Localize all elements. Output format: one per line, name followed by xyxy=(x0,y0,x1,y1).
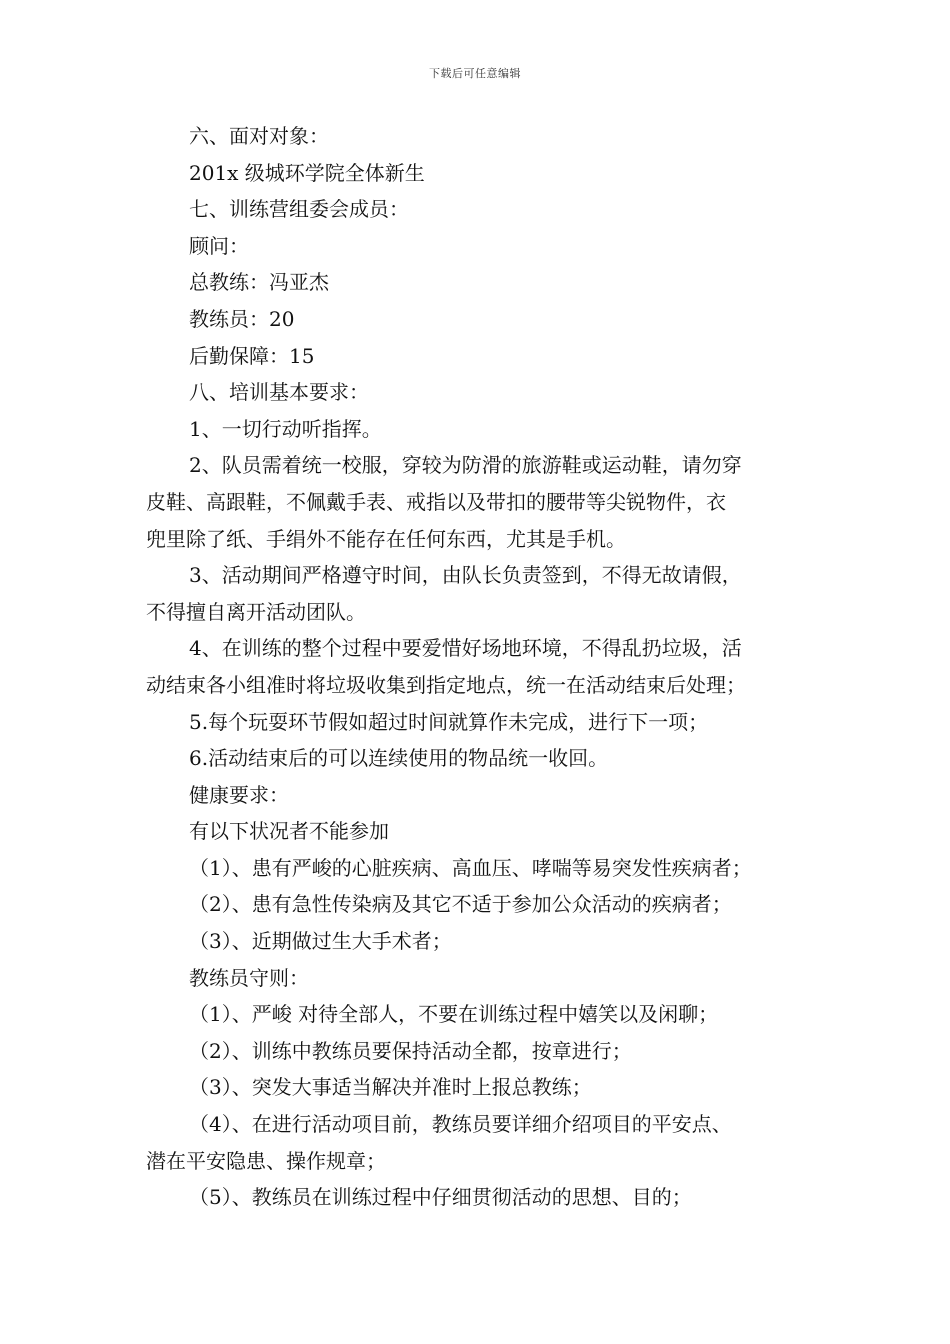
list-item-continuation: 动结束各小组准时将垃圾收集到指定地点，统一在活动结束后处理； xyxy=(146,672,746,697)
list-item: 4、在训练的整个过程中要爱惜好场地环境，不得乱扔垃圾，活 xyxy=(189,636,742,661)
list-item: （2）、患有急性传染病及其它不适于参加公众活动的疾病者； xyxy=(189,892,732,917)
list-item-continuation: 皮鞋、高跟鞋，不佩戴手表、戒指以及带扣的腰带等尖锐物件，衣 xyxy=(146,489,726,514)
list-item: （3）、突发大事适当解决并准时上报总教练； xyxy=(189,1075,592,1100)
paragraph-line: 201x 级城环学院全体新生 xyxy=(189,160,425,185)
page-header: 下载后可任意编辑 xyxy=(429,67,521,80)
section-heading-committee: 七、训练营组委会成员： xyxy=(189,197,409,222)
section-heading-coach-rules: 教练员守则： xyxy=(189,965,309,990)
list-item-continuation: 不得擅自离开活动团队。 xyxy=(146,599,366,624)
list-item: 5.每个玩耍环节假如超过时间就算作未完成，进行下一项； xyxy=(189,709,709,734)
list-item-continuation: 兜里除了纸、手绢外不能存在任何东西，尤其是手机。 xyxy=(146,526,626,551)
section-heading-audience: 六、面对对象： xyxy=(189,124,329,148)
document-body xyxy=(146,118,812,1216)
list-item: 1、一切行动听指挥。 xyxy=(189,416,382,441)
list-item: （2）、训练中教练员要保持活动全都，按章进行； xyxy=(189,1038,632,1063)
section-heading-requirements: 八、培训基本要求： xyxy=(189,380,369,405)
list-item: （3）、近期做过生大手术者； xyxy=(189,929,452,954)
section-heading-health: 健康要求： xyxy=(189,782,289,807)
list-item: （5）、教练员在训练过程中仔细贯彻活动的思想、目的； xyxy=(189,1185,692,1210)
list-item: 3、活动期间严格遵守时间，由队长负责签到，不得无故请假， xyxy=(189,563,742,588)
list-item: 2、队员需着统一校服，穿较为防滑的旅游鞋或运动鞋，请勿穿 xyxy=(189,453,742,478)
paragraph-line: 教练员：20 xyxy=(189,306,295,331)
paragraph-line: 有以下状况者不能参加 xyxy=(189,819,389,844)
list-item-continuation: 潜在平安隐患、操作规章； xyxy=(146,1148,386,1173)
list-item: （1）、严峻 对待全部人，不要在训练过程中嬉笑以及闲聊； xyxy=(189,1002,719,1027)
paragraph-line: 后勤保障：15 xyxy=(189,343,315,368)
list-item: （1）、患有严峻的心脏疾病、高血压、哮喘等易突发性疾病者； xyxy=(189,855,752,880)
paragraph-line: 总教练：冯亚杰 xyxy=(189,270,329,295)
list-item: （4）、在进行活动项目前，教练员要详细介绍项目的平安点、 xyxy=(189,1112,732,1137)
paragraph-line: 顾问： xyxy=(189,233,249,258)
list-item: 6.活动结束后的可以连续使用的物品统一收回。 xyxy=(189,746,609,771)
